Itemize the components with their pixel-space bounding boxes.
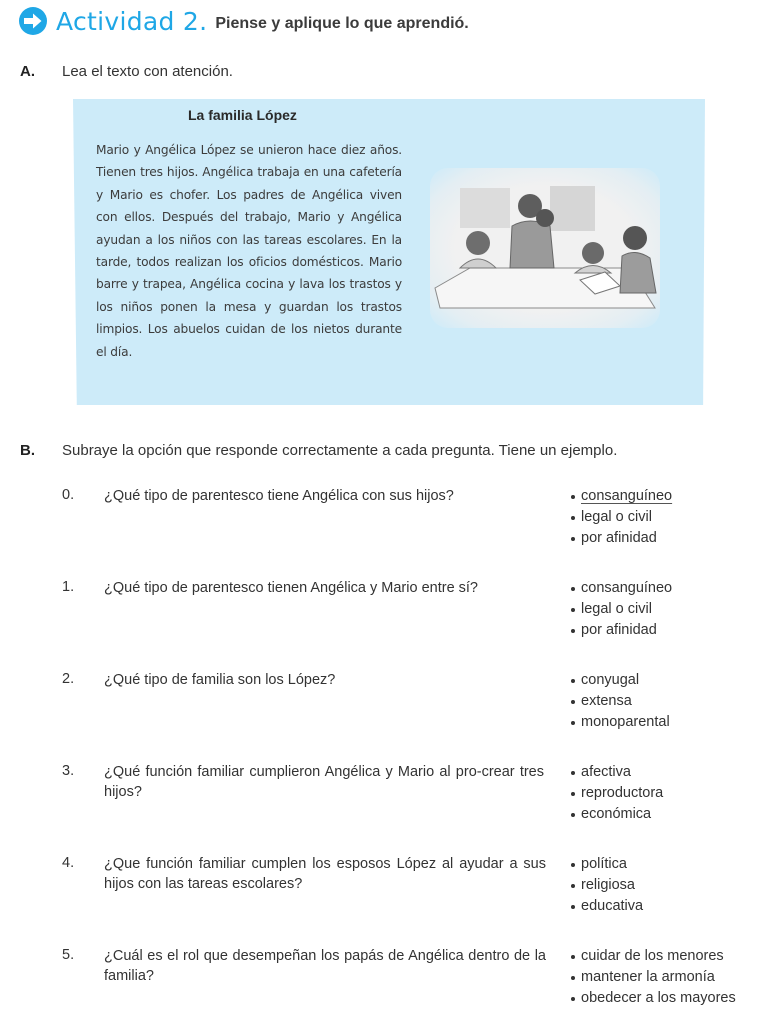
option-label: consanguíneo xyxy=(581,488,673,504)
option-legal-o-civil[interactable] xyxy=(571,507,672,528)
question-text: ¿Qué tipo de parentesco tienen Angélica y Mario entre sí? xyxy=(104,580,478,596)
bullet-icon xyxy=(571,955,575,959)
option-obedecer-a-los-mayores[interactable] xyxy=(571,988,736,1009)
family-doing-homework-illustration xyxy=(430,168,660,328)
bullet-icon xyxy=(571,721,575,725)
bullet-icon xyxy=(571,700,575,704)
section-b-label: B. xyxy=(20,442,35,459)
question-text: ¿Qué tipo de familia son los López? xyxy=(104,672,336,688)
question-text: ¿Que función familiar cumplen los esposos López al ayudar a sus hijos con las tareas escolares? xyxy=(104,856,546,892)
section-a-label: A. xyxy=(20,63,35,80)
option-label: legal o civil xyxy=(581,601,652,617)
option-label: afectiva xyxy=(581,764,631,780)
reading-title: La familia López xyxy=(188,107,297,123)
option-consanguineo[interactable] xyxy=(571,578,672,599)
question-number: 4. xyxy=(62,855,75,871)
option-label: conyugal xyxy=(581,672,640,688)
question-text: ¿Qué tipo de parentesco tiene Angélica con sus hijos? xyxy=(104,488,454,504)
reading-body xyxy=(96,139,402,363)
activity-title: Actividad 2. xyxy=(56,6,208,36)
reading-paragraph: Mario y Angélica López se unieron hace diez años. Tienen tres hijos. Angélica trabaja en una cafetería y Mario es chofer. Los padres de Angélica viven con ellos. Después del trabajo, Mario y Angélica ayudan a los niños con las tareas escolares. En la tarde, todos realizan los oficios domésticos. Mario barre y trapea, Angélica cocina y lava los trastos y los niños ponen la mesa y guardan los trastos limpios. Los abuelos cuidan de los nietos durante el día. xyxy=(96,143,402,359)
option-label: consanguíneo xyxy=(581,580,673,596)
bullet-icon xyxy=(571,516,575,520)
section-b-instruction: Subraye la opción que responde correctamente a cada pregunta. Tiene un ejemplo. xyxy=(62,442,618,459)
question-text: ¿Cuál es el rol que desempeñan los papás de Angélica dentro de la familia? xyxy=(104,948,546,984)
option-label: monoparental xyxy=(581,714,670,730)
activity-header xyxy=(18,6,469,36)
options-list xyxy=(571,946,736,1009)
bullet-icon xyxy=(571,608,575,612)
option-extensa[interactable] xyxy=(571,691,670,712)
option-label: por afinidad xyxy=(581,622,657,638)
arrow-right-circle-icon xyxy=(18,6,48,36)
option-politica[interactable] xyxy=(571,854,643,875)
question-number: 5. xyxy=(62,947,75,963)
option-afectiva[interactable] xyxy=(571,762,663,783)
option-consanguineo[interactable] xyxy=(571,486,672,507)
bullet-icon xyxy=(571,905,575,909)
option-label: educativa xyxy=(581,898,644,914)
option-religiosa[interactable] xyxy=(571,875,643,896)
bullet-icon xyxy=(571,629,575,633)
option-por-afinidad[interactable] xyxy=(571,620,672,641)
options-list xyxy=(571,578,672,641)
bullet-icon xyxy=(571,884,575,888)
family-illustration xyxy=(430,168,660,328)
bullet-icon xyxy=(571,997,575,1001)
option-educativa[interactable] xyxy=(571,896,643,917)
bullet-icon xyxy=(571,537,575,541)
bullet-icon xyxy=(571,813,575,817)
option-legal-o-civil[interactable] xyxy=(571,599,672,620)
activity-subtitle: Piense y aplique lo que aprendió. xyxy=(215,15,469,32)
option-label: obedecer a los mayores xyxy=(581,990,736,1006)
option-label: extensa xyxy=(581,693,632,709)
option-conyugal[interactable] xyxy=(571,670,670,691)
section-a-instruction: Lea el texto con atención. xyxy=(62,63,233,80)
option-reproductora[interactable] xyxy=(571,783,663,804)
options-list xyxy=(571,762,663,825)
option-cuidar-de-los-menores[interactable] xyxy=(571,946,736,967)
option-label: reproductora xyxy=(581,785,664,801)
options-list xyxy=(571,670,670,733)
option-label: económica xyxy=(581,806,652,822)
option-monoparental[interactable] xyxy=(571,712,670,733)
question-number: 1. xyxy=(62,579,75,595)
option-label: legal o civil xyxy=(581,509,652,525)
question-number: 0. xyxy=(62,487,75,503)
question-text: ¿Qué función familiar cumplieron Angélica y Mario al pro-crear tres hijos? xyxy=(104,764,544,800)
bullet-icon xyxy=(571,863,575,867)
bullet-icon xyxy=(571,771,575,775)
bullet-icon xyxy=(571,792,575,796)
bullet-icon xyxy=(571,976,575,980)
option-label: mantener la armonía xyxy=(581,969,715,985)
option-mantener-la-armonia[interactable] xyxy=(571,967,736,988)
bullet-icon xyxy=(571,679,575,683)
option-label: por afinidad xyxy=(581,530,657,546)
options-list xyxy=(571,486,672,549)
option-por-afinidad[interactable] xyxy=(571,528,672,549)
question-number: 2. xyxy=(62,671,75,687)
question-number: 3. xyxy=(62,763,75,779)
options-list xyxy=(571,854,643,917)
option-economica[interactable] xyxy=(571,804,663,825)
option-label: religiosa xyxy=(581,877,635,893)
bullet-icon xyxy=(571,495,575,499)
bullet-icon xyxy=(571,587,575,591)
option-label: política xyxy=(581,856,627,872)
option-label: cuidar de los menores xyxy=(581,948,724,964)
